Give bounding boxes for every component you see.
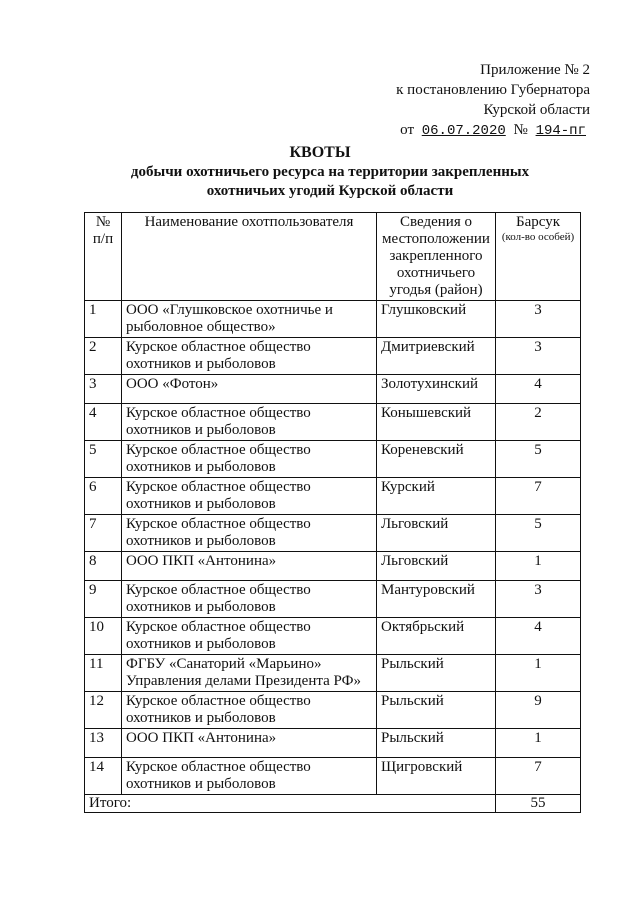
row-value: 4 — [496, 618, 581, 655]
document-title: КВОТЫ — [289, 144, 351, 161]
row-location: Рыльский — [377, 729, 496, 758]
row-value: 7 — [496, 478, 581, 515]
decree-date: 06.07.2020 — [421, 123, 506, 139]
table-row — [85, 655, 581, 692]
row-name: Курское областное общество охотников и рыболовов — [122, 692, 377, 729]
decree-number: 194-пг — [535, 123, 586, 139]
row-value: 5 — [496, 515, 581, 552]
row-location: Льговский — [377, 552, 496, 581]
row-value: 9 — [496, 692, 581, 729]
table-header-row — [85, 213, 581, 301]
row-value: 1 — [496, 729, 581, 758]
table-row — [85, 301, 581, 338]
row-value: 3 — [496, 581, 581, 618]
row-num: 5 — [85, 441, 122, 478]
row-location: Октябрьский — [377, 618, 496, 655]
table-row — [85, 729, 581, 758]
row-num: 12 — [85, 692, 122, 729]
row-num: 10 — [85, 618, 122, 655]
row-location: Золотухинский — [377, 375, 496, 404]
row-num: 8 — [85, 552, 122, 581]
table-row — [85, 375, 581, 404]
row-name: Курское областное общество охотников и рыболовов — [122, 441, 377, 478]
date-prefix: от — [400, 122, 414, 138]
table-row — [85, 404, 581, 441]
row-location: Рыльский — [377, 692, 496, 729]
row-name: Курское областное общество охотников и рыболовов — [122, 338, 377, 375]
header-species-unit: (кол-во особей) — [501, 231, 575, 243]
table-row — [85, 515, 581, 552]
row-name: ООО «Фотон» — [122, 375, 377, 404]
header-location: Сведения о местоположении закрепленного охотничьего угодья (район) — [377, 213, 496, 301]
row-name: ООО ПКП «Антонина» — [122, 729, 377, 758]
total-value: 55 — [496, 795, 581, 813]
appendix-block — [360, 60, 590, 141]
row-name: ООО ПКП «Антонина» — [122, 552, 377, 581]
row-name: Курское областное общество охотников и рыболовов — [122, 758, 377, 795]
table-body — [85, 301, 581, 813]
row-value: 1 — [496, 552, 581, 581]
number-prefix: № — [513, 122, 528, 138]
row-location: Мантуровский — [377, 581, 496, 618]
row-num: 14 — [85, 758, 122, 795]
appendix-reference — [360, 120, 590, 141]
table-row — [85, 618, 581, 655]
subtitle-line-2: охотничьих угодий Курской области — [206, 183, 454, 199]
table-row — [85, 758, 581, 795]
row-num: 1 — [85, 301, 122, 338]
quota-table — [84, 212, 581, 813]
table-row — [85, 441, 581, 478]
row-num: 3 — [85, 375, 122, 404]
header-name: Наименование охотпользователя — [122, 213, 377, 301]
table-row — [85, 552, 581, 581]
row-num: 11 — [85, 655, 122, 692]
row-num: 6 — [85, 478, 122, 515]
total-row — [85, 795, 581, 813]
row-value: 4 — [496, 375, 581, 404]
row-name: Курское областное общество охотников и рыболовов — [122, 515, 377, 552]
row-location: Курский — [377, 478, 496, 515]
header-num: № п/п — [85, 213, 122, 301]
row-name: ФГБУ «Санаторий «Марьино» Управления делами Президента РФ» — [122, 655, 377, 692]
appendix-region: Курской области — [483, 102, 590, 118]
appendix-decree: к постановлению Губернатора — [396, 82, 590, 98]
document-subtitle — [120, 163, 540, 201]
row-num: 4 — [85, 404, 122, 441]
row-location: Кореневский — [377, 441, 496, 478]
row-location: Щигровский — [377, 758, 496, 795]
row-name: Курское областное общество охотников и рыболовов — [122, 478, 377, 515]
row-location: Глушковский — [377, 301, 496, 338]
row-name: ООО «Глушковское охотничье и рыболовное общество» — [122, 301, 377, 338]
row-num: 13 — [85, 729, 122, 758]
row-name: Курское областное общество охотников и рыболовов — [122, 581, 377, 618]
row-location: Рыльский — [377, 655, 496, 692]
row-location: Дмитриевский — [377, 338, 496, 375]
table-row — [85, 338, 581, 375]
appendix-title: Приложение № 2 — [480, 62, 590, 78]
subtitle-line-1: добычи охотничьего ресурса на территории закрепленных — [130, 164, 530, 180]
row-location: Конышевский — [377, 404, 496, 441]
header-species-name: Барсук — [515, 214, 561, 230]
row-name: Курское областное общество охотников и рыболовов — [122, 404, 377, 441]
table-row — [85, 478, 581, 515]
row-name: Курское областное общество охотников и рыболовов — [122, 618, 377, 655]
row-value: 2 — [496, 404, 581, 441]
row-value: 5 — [496, 441, 581, 478]
table-row — [85, 581, 581, 618]
total-label: Итого: — [85, 795, 496, 813]
row-value: 3 — [496, 338, 581, 375]
row-value: 3 — [496, 301, 581, 338]
row-location: Льговский — [377, 515, 496, 552]
row-num: 2 — [85, 338, 122, 375]
row-value: 1 — [496, 655, 581, 692]
table-row — [85, 692, 581, 729]
row-value: 7 — [496, 758, 581, 795]
row-num: 7 — [85, 515, 122, 552]
header-species — [496, 213, 581, 301]
row-num: 9 — [85, 581, 122, 618]
